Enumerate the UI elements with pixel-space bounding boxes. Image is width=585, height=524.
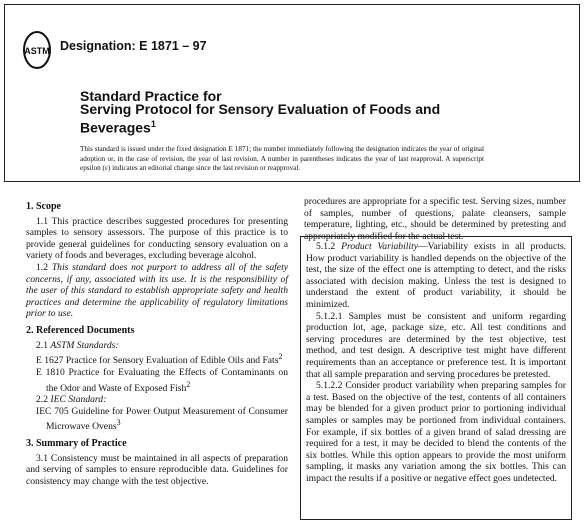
issued-note: This standard is issued under the fixed designation E 1871; the number immediately following the designation indicates the year of original adoption or, in the case of revision, the year of last revision. A number in parentheses indicates the year of last reapproval. A superscript epsilon (ε) indicates an editorial change since the last revision or reapproval. bbox=[80, 145, 484, 172]
reference-iec705 bbox=[26, 406, 288, 433]
subsection-2-2 bbox=[26, 394, 288, 406]
paragraph-1-2-num: 1.2 bbox=[36, 261, 48, 273]
title-footnote-mark: 1 bbox=[150, 119, 156, 129]
paragraph-3-1: 3.1 Consistency must be maintained in all aspects of preparation and serving of samples to ensure reproducible data. Guidelines for consistency may change with the test objective. bbox=[26, 452, 288, 488]
subsection-2-2-num: 2.2 bbox=[36, 394, 48, 406]
subsection-2-1-num: 2.1 bbox=[36, 339, 48, 351]
paragraph-5-1-2-label: Product Variability bbox=[341, 241, 419, 252]
reference-e1627 bbox=[26, 351, 288, 367]
section-3-heading: 3. Summary of Practice bbox=[26, 438, 127, 450]
paragraph-5-1-2 bbox=[306, 241, 566, 311]
paragraph-continued: procedures are appropriate for a specific test. Serving sizes, number of samples, number of questions, palate cleansers, sample temperature, lighting, etc., should be determined by pretesting and appropriately modified for the actual test. bbox=[304, 196, 566, 242]
highlight-box-text bbox=[306, 241, 566, 484]
reference-e1627-sup: 2 bbox=[278, 352, 283, 362]
astm-logo-icon bbox=[22, 30, 52, 70]
subsection-2-1-label: ASTM Standards: bbox=[50, 339, 119, 351]
paragraph-5-1-2-2: 5.1.2.2 Consider product variability when preparing samples for a test. Based on the objective of the test, contents of all containers may be blended for a given product prior to portioning individual samples or samples may be portioned from individual containers. For example, if six bottles of a given brand of salad dressing are required for a test, it may be decided to blend the contents of the six bottles. While this option appears to provide the most uniform sampling, it masks any variation among the six bottles. This can impact the results if a positive or negative effect goes undetected. bbox=[306, 380, 566, 484]
practice-label: Standard Practice for bbox=[80, 88, 222, 104]
reference-e1810-text: E 1810 Practice for Evaluating the Effects of Contaminants on the Odor and Waste of Exposed Fish bbox=[36, 366, 288, 394]
reference-iec705-sup: 3 bbox=[116, 418, 121, 428]
title-text: Serving Protocol for Sensory Evaluation of Foods and Beverages bbox=[80, 101, 441, 136]
reference-e1810 bbox=[26, 367, 288, 394]
paragraph-5-1-2-text: —Variability exists in all products. How product variability is handled depends on the objective of the test, the size of the effect one is attempting to detect, and the risks associated with decision making. Unless the test is designed to understand the extent of product variability, it should be minimized. bbox=[306, 241, 566, 310]
subsection-2-2-label: IEC Standard: bbox=[50, 394, 107, 406]
section-2-heading: 2. Referenced Documents bbox=[26, 324, 135, 336]
reference-e1810-sup: 2 bbox=[186, 379, 191, 389]
designation: Designation: E 1871 – 97 bbox=[60, 39, 207, 53]
paragraph-1-1: 1.1 This practice describes suggested procedures for presenting samples to sensory assessors. The purpose of this practice is to provide general guidelines for conducting sensory evaluation on a variety of foods and beverages, excluding beverage alcohol. bbox=[26, 215, 288, 262]
section-1-heading: 1. Scope bbox=[26, 201, 61, 212]
paragraph-5-1-2-num: 5.1.2 bbox=[316, 241, 336, 252]
document-title bbox=[80, 102, 500, 136]
paragraph-5-1-2-1: 5.1.2.1 Samples must be consistent and uniform regarding production lot, age, package size, etc. All test conditions and serving procedures are determined by the test objective, test method, and test design. A descriptive test might have different requirements than an acceptance or preference test. It is important that all sample preparation and serving procedures be pretested. bbox=[306, 310, 566, 380]
reference-e1627-text: E 1627 Practice for Sensory Evaluation of Edible Oils and Fats bbox=[36, 355, 279, 367]
paragraph-1-2 bbox=[26, 262, 288, 320]
svg-text:ASTM: ASTM bbox=[24, 46, 50, 56]
paragraph-1-2-text: This standard does not purport to address all of the safety concerns, if any, associated with its use. It is the responsibility of the user of this standard to establish appropriate safety and health practices and determine the applicability of regulatory limitations prior to use. bbox=[26, 261, 288, 320]
reference-iec705-text: IEC 705 Guideline for Power Output Measurement of Consumer Microwave Ovens bbox=[36, 405, 288, 433]
subsection-2-1 bbox=[26, 340, 288, 352]
left-column bbox=[26, 196, 288, 488]
